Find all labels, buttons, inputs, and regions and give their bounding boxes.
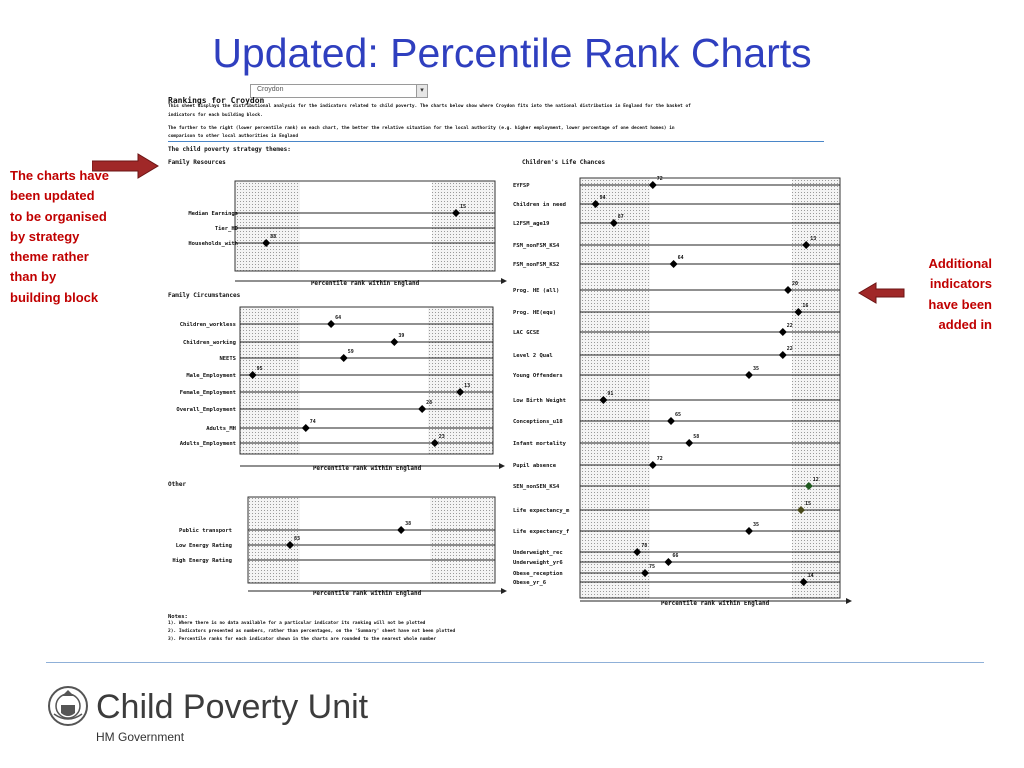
- note-2: 2). Indicators presented as numbers, rather than percentages, on the 'Summary' sheet have not been plotted: [168, 629, 456, 634]
- chart-1-axis-arrow: [499, 463, 505, 469]
- chart-2-shade-band: [248, 497, 300, 583]
- right-annotation: Additional indicators have been added in: [928, 256, 992, 332]
- chart-2-category-label: Public transport: [179, 528, 232, 534]
- chart-3-data-label: 72: [656, 176, 663, 182]
- chart-3-category-label: FSM_nonFSM_KS2: [513, 262, 560, 268]
- chart-1-data-point: [327, 320, 335, 328]
- chart-1-data-label: 74: [309, 419, 316, 425]
- chart-0-axis-label: Percentile rank within England: [310, 280, 420, 287]
- chart-3-data-point: [670, 260, 678, 268]
- chart-1-category-label: Adults_MH: [206, 426, 236, 432]
- chart-1-category-label: NEETS: [219, 356, 236, 362]
- chart-3-data-label: 16: [802, 303, 809, 309]
- chart-3-data-label: 72: [656, 456, 663, 462]
- area-dropdown-value: Croydon: [257, 86, 284, 93]
- chart-1-data-label: 28: [426, 400, 433, 406]
- chart-3-data-label: 15: [805, 501, 812, 507]
- chart-1-data-label: 39: [398, 333, 405, 339]
- chart-3-category-label: Life expectancy_f: [513, 529, 570, 535]
- org-name: Child Poverty Unit: [96, 688, 369, 726]
- chart-3-axis-arrow: [846, 598, 852, 604]
- chart-1-data-point: [418, 405, 426, 413]
- chart-0-category-label: Median Earnings: [188, 211, 238, 217]
- chart-3-shade-band: [580, 178, 650, 598]
- intro-line-2: indicators for each building block.: [168, 113, 263, 118]
- chart-3-data-label: 87: [617, 214, 624, 220]
- chart-1-data-label: 23: [438, 434, 445, 440]
- chart-3-category-label: Obese_reception: [513, 571, 563, 577]
- chart-3-category-label: Underweight_rec: [513, 550, 563, 556]
- chart-3-data-label: 75: [649, 564, 656, 570]
- chart-3-category-label: Pupil absence: [513, 463, 557, 469]
- org-subtitle: HM Government: [96, 730, 185, 744]
- chart-2-category-label: High Energy Rating: [172, 558, 232, 564]
- chart-1-shade-band: [240, 307, 300, 454]
- chart-1-category-label: Children_workless: [179, 322, 236, 328]
- chart-3-data-label: 22: [786, 323, 793, 329]
- chart-3-data-label: 20: [792, 281, 799, 287]
- chart-3-data-point: [664, 558, 672, 566]
- chart-3-data-point: [779, 328, 787, 336]
- chart-3-data-point: [779, 351, 787, 359]
- chart-3-data-label: 65: [675, 412, 682, 418]
- chart-3-category-label: LAC GCSE: [513, 330, 540, 336]
- chart-2-shade-band: [430, 497, 495, 583]
- chart-1-title: Family Circumstances: [168, 292, 241, 299]
- chart-3-data-label: 64: [677, 255, 684, 261]
- notes-heading: Notes:: [168, 614, 188, 620]
- intro-line-4: comparison to other local authorities in England: [168, 134, 299, 139]
- chart-2-data-label: 83: [293, 536, 301, 542]
- themes-heading: The child poverty strategy themes:: [168, 146, 291, 153]
- chart-3-category-label: Infant mortality: [513, 441, 566, 447]
- chart-3-category-label: FSM_nonFSM_KS4: [513, 243, 560, 249]
- chart-2-title: Other: [168, 481, 187, 488]
- intro-line-3: The further to the right (lower percentile rank) on each chart, the better the relative situation for the local authority (e.g. higher employment, lower percentage of one decent homes) in: [168, 126, 675, 131]
- chart-0-data-label: 15: [460, 204, 467, 210]
- rankings-title: Rankings for Croydon: [168, 96, 265, 105]
- chart-0-axis-arrow: [501, 278, 507, 284]
- chart-3-category-label: Underweight_yr6: [513, 560, 563, 566]
- chart-1-category-label: Female_Employment: [179, 390, 236, 396]
- chart-2-axis-arrow: [501, 588, 507, 594]
- chart-3-category-label: Children in need: [513, 202, 566, 208]
- chart-3-category-label: Life expectancy_m: [513, 508, 570, 514]
- chart-3-data-label: 78: [641, 543, 648, 549]
- footer-divider: [46, 662, 984, 663]
- chart-0-category-label: Households_with: [188, 241, 238, 247]
- chart-0-category-label: Tier_HD: [214, 226, 238, 232]
- chart-0-shade-band: [235, 181, 300, 271]
- chart-3-category-label: EYFSP: [513, 183, 530, 189]
- chart-3-data-label: 14: [807, 573, 814, 579]
- chart-2-data-label: 38: [405, 521, 412, 527]
- chart-3-data-label: 35: [753, 366, 760, 372]
- chart-3-category-label: L2FSM_age19: [513, 221, 550, 227]
- chart-1-axis-label: Percentile rank within England: [312, 465, 422, 472]
- chart-1-shade-band: [428, 307, 493, 454]
- chart-3-data-point: [784, 286, 792, 294]
- chart-1-data-label: 64: [335, 315, 342, 321]
- chart-3-data-point: [685, 439, 693, 447]
- chart-3-data-label: 22: [786, 346, 793, 352]
- chart-1-category-label: Overall_Employment: [176, 407, 236, 413]
- chart-2-category-label: Low Energy Rating: [175, 543, 232, 549]
- chart-1-data-label: 13: [464, 383, 471, 389]
- chart-3-data-point: [745, 527, 753, 535]
- chart-3-category-label: Conceptions_u18: [513, 419, 563, 425]
- chart-1-data-point: [340, 354, 348, 362]
- chart-2-axis-label: Percentile rank within England: [312, 590, 422, 597]
- chart-3-data-label: 94: [599, 195, 606, 201]
- chart-3-category-label: Low Birth Weight: [513, 398, 566, 404]
- slide-title: Updated: Percentile Rank Charts: [212, 30, 812, 76]
- chart-3-data-label: 35: [753, 522, 760, 528]
- chart-3-data-label: 91: [607, 391, 614, 397]
- chart-3-category-label: SEN_nonSEN_KS4: [513, 484, 560, 490]
- chevron-down-icon[interactable]: ▾: [416, 85, 427, 97]
- chart-3-category-label: Prog. HE (all): [513, 288, 560, 294]
- chart-1-data-label: 95: [256, 366, 263, 372]
- chart-3-category-label: Obese_yr_6: [513, 580, 547, 586]
- chart-3-data-label: 58: [693, 434, 700, 440]
- chart-3-category-label: Prog. HE(equ): [513, 310, 557, 316]
- chart-3-category-label: Level 2 Qual: [513, 353, 553, 359]
- chart-1-category-label: Male_Employment: [186, 373, 236, 379]
- chart-3-axis-label: Percentile rank within England: [660, 600, 770, 607]
- chart-0-shade-band: [432, 181, 495, 271]
- left-annotation: The charts have been updated to be organised by strategy theme rather than by building block: [10, 168, 109, 305]
- chart-3-data-label: 12: [812, 477, 819, 483]
- chart-0-title: Family Resources: [168, 159, 226, 166]
- chart-3-data-label: 66: [672, 553, 679, 559]
- note-1: 1). Where there is no data available for a particular indicator its ranking will not be plotted: [168, 621, 426, 626]
- chart-3-data-point: [667, 417, 675, 425]
- chart-1-data-point: [302, 424, 310, 432]
- royal-crest-icon: [46, 684, 90, 728]
- chart-1-data-point: [390, 338, 398, 346]
- chart-3-title: Children's Life Chances: [522, 159, 606, 166]
- intro-line-1: This sheet displays the distributional analysis for the indicators related to child poverty. The charts below show where Croydon fits into the national distribution in England for the basket of: [168, 104, 691, 109]
- chart-1-data-label: 59: [347, 349, 354, 355]
- note-3: 3). Percentile ranks for each indicator shown in the charts are rounded to the nearest whole number: [168, 637, 437, 642]
- chart-3-data-label: 13: [810, 236, 817, 242]
- chart-3-data-point: [745, 371, 753, 379]
- chart-2-data-point: [397, 526, 405, 534]
- chart-3-category-label: Young Offenders: [513, 373, 563, 379]
- chart-0-data-label: 88: [270, 234, 277, 240]
- chart-1-category-label: Adults_Employment: [179, 441, 236, 447]
- chart-1-category-label: Children_working: [183, 340, 236, 346]
